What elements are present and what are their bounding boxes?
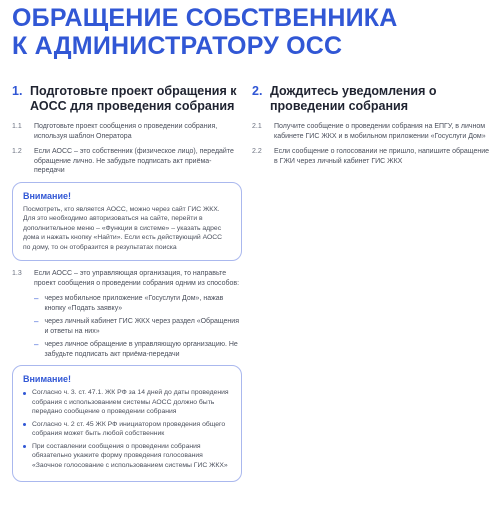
list-item-text: через личное обращение в управляющую организацию. Не забудьте подписать акт приёма-передачи (44, 341, 238, 358)
submission-methods-list (34, 294, 242, 359)
list-item (34, 340, 242, 359)
list-item-text: При составлении сообщения о проведении собрания обязательно укажите форму проведения голосования «Заочное голосование с использованием системы ГИС ЖКХ» (32, 442, 228, 469)
step-number: 1.1 (12, 123, 22, 130)
page-title-line-1: ОБРАЩЕНИЕ СОБСТВЕННИКА (12, 4, 398, 32)
section-2-title: Дождитесь уведомления о проведении собрания (270, 84, 437, 113)
step-text: Подготовьте проект сообщения о проведении собрания, используя шаблон Оператора (34, 123, 218, 140)
list-item (34, 317, 242, 336)
bullet-icon (23, 423, 26, 426)
list-item-text: Согласно ч. 3. ст. 47.1. ЖК РФ за 14 дней до даты проведения собрания с использованием системы АОСС должно быть передано сообщение о проведении собрания (32, 389, 229, 415)
section-2-header (252, 84, 492, 114)
list-item (23, 420, 231, 439)
step-text: Получите сообщение о проведении собрания на ЕПГУ, в личном кабинете ГИС ЖКХ и в мобильном приложении «Госуслуги Дом» (274, 123, 486, 140)
dash-bullet-icon: – (34, 340, 39, 349)
section-1-number: 1. (12, 84, 23, 98)
list-item (23, 442, 231, 471)
list-item-text: через мобильное приложение «Госуслуги Дом», нажав кнопку «Подать заявку» (44, 295, 224, 312)
section-1-header (12, 84, 242, 114)
dash-bullet-icon: – (34, 294, 39, 303)
list-item-text: Согласно ч. 2 ст. 45 ЖК РФ инициатором проведения общего собрания может быть любой собственник (32, 420, 226, 437)
section-2 (252, 84, 492, 172)
step-1-3 (12, 269, 242, 288)
section-2-number: 2. (252, 84, 263, 98)
section-1-title: Подготовьте проект обращения к АОСС для проведения собрания (30, 84, 237, 113)
step-1-2 (12, 147, 242, 176)
bullet-icon (23, 392, 26, 395)
attention-title: Внимание! (23, 374, 71, 384)
step-number: 1.3 (12, 270, 22, 277)
bullet-icon (23, 445, 26, 448)
step-text: Если АОСС – это управляющая организация, то направьте проект сообщения о проведении собрания одним из способов: (34, 270, 240, 287)
step-1-1 (12, 122, 242, 141)
step-text: Если АОСС – это собственник (физическое лицо), передайте обращение лично. Не забудьте подписать акт приёма-передачи (34, 148, 234, 174)
step-2-1 (252, 122, 492, 141)
page-title (12, 4, 492, 60)
dash-bullet-icon: – (34, 317, 39, 326)
attention-text: Посмотреть, кто является АОСС, можно через сайт ГИС ЖКХ. Для это необходимо авторизоваться на сайте, перейти в дополнительное меню – «Функции в системе» – указать адрес дома и нажать кнопку «Найти». Если есть действующий АОСС по дому, то он отобразится в результатах поиска (23, 205, 223, 251)
attention-title: Внимание! (23, 190, 71, 201)
list-item-text: через личный кабинет ГИС ЖКХ через раздел «Обращения и ответы на них» (44, 318, 239, 335)
section-1 (12, 84, 242, 490)
step-text: Если сообщение о голосовании не пришло, напишите обращение в ГЖИ через личный кабинет ГИС ЖКХ (274, 148, 490, 165)
step-number: 1.2 (12, 148, 22, 155)
attention-box-1 (12, 182, 242, 262)
page-title-line-2: К АДМИНИСТРАТОРУ ОСС (12, 32, 343, 60)
step-2-2 (252, 147, 492, 166)
list-item (34, 294, 242, 313)
attention-box-2 (12, 365, 242, 482)
step-number: 2.1 (252, 123, 262, 130)
list-item (23, 388, 231, 417)
step-number: 2.2 (252, 148, 262, 155)
